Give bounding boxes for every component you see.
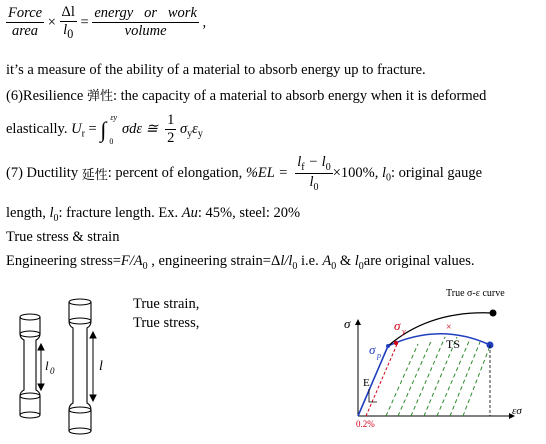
force-area-fraction (6, 5, 44, 40)
force-text: Force (8, 5, 43, 22)
l0-orig-sub: 0 (358, 260, 364, 272)
ur-sub: r (81, 128, 85, 140)
sigma-y: σ (180, 121, 188, 137)
specimen-l0-sub: 0 (50, 366, 55, 376)
sigma-p-sub-label: p (377, 351, 381, 360)
true-stress-strain-heading: True stress & strain (6, 229, 120, 245)
resilience-rest: : the capacity of a material to absorb energy when it is deformed (112, 88, 487, 104)
resilience-cjk: 弹性 (86, 89, 113, 104)
times-100: ×100% (332, 164, 375, 181)
offset-label: 0.2% (356, 419, 375, 429)
proportional-limit-point (386, 344, 390, 348)
au-text: Au (181, 205, 198, 221)
resilience-formula-line (6, 112, 203, 147)
comma-after: , (374, 164, 382, 181)
resilience-line (6, 85, 486, 105)
true-strain-label: True strain, (133, 296, 200, 312)
length-l0: l (49, 205, 54, 221)
length-line (6, 205, 300, 224)
length-pre: length, (6, 205, 50, 221)
comma: , (202, 14, 207, 31)
energy-volume-fraction (92, 5, 199, 40)
eng-stress-label: Engineering stress= (6, 253, 121, 269)
ts-cross: × (446, 322, 452, 333)
integrand: σdε ≅ (121, 121, 162, 137)
modulus-label: E (363, 377, 370, 389)
l0-den-sub: 0 (313, 181, 319, 193)
ur-equals: = (88, 121, 101, 137)
eps-y: ε (192, 121, 198, 137)
x-axis-label: εσ (512, 405, 522, 417)
f-over-a0: F/A (120, 253, 143, 269)
original-values-text: are original values. (363, 253, 475, 269)
sigma-axis-label: σ (344, 316, 351, 331)
elastically-text: elastically. (6, 121, 68, 137)
times-sign: × (47, 14, 56, 31)
half-num: 1 (167, 112, 175, 128)
resilience-prefix: (6)Resilience (6, 88, 87, 104)
true-stress-label: True stress, (133, 315, 200, 331)
length-l0-sub: 0 (53, 212, 59, 224)
energy-or-work-text: energy or work (94, 5, 197, 22)
toughness-equation (6, 4, 206, 42)
l0-den-text: l (309, 173, 314, 190)
green-hatch-lines (386, 337, 490, 416)
ductility-prefix: (7) Ductility (6, 164, 82, 181)
l0-sub: 0 (67, 26, 74, 41)
specimen-l-label: l (99, 359, 103, 374)
true-stress-strain-curve (340, 282, 546, 444)
a0-text: A (322, 253, 332, 269)
sigma-p-label: σ (369, 342, 376, 357)
lf-sub: f (301, 161, 305, 173)
original-gauge-text: : original gauge (391, 164, 483, 181)
l0-gauge-sub: 0 (386, 172, 391, 184)
l-over-l0: l/l (280, 253, 293, 269)
ductility-line (6, 154, 482, 193)
l0-text: l (63, 22, 68, 38)
curve-title: True σ-ε curve (446, 288, 505, 299)
specimen-l0-label: l (45, 358, 49, 373)
el-symbol: %EL = (245, 164, 292, 181)
ur-symbol: U (71, 121, 82, 137)
dl-l0-fraction (60, 4, 77, 42)
lf-text: l (297, 154, 302, 170)
engineering-line (6, 253, 475, 272)
true-fracture-point (490, 310, 497, 317)
ie-text: i.e. (297, 253, 323, 269)
tensile-specimens-figure (0, 290, 140, 444)
measure-line: it’s a measure of the ability of a material to absorb energy up to fracture. (6, 62, 426, 78)
l-l0-sub: 0 (292, 260, 298, 272)
area-text: area (12, 23, 39, 40)
amp-text: & (336, 253, 355, 269)
l0-sub-num: 0 (325, 161, 331, 173)
half-fraction (165, 112, 176, 147)
sigma-y-label: σ (394, 318, 401, 333)
ductility-cjk: 延性 (81, 167, 108, 183)
l0-orig: l (354, 253, 359, 269)
f-a0-sub: 0 (142, 260, 148, 272)
half-den: 2 (167, 130, 175, 146)
volume-text: volume (124, 23, 167, 40)
minus-l0-text: − l (304, 154, 326, 170)
eng-strain-label: , engineering strain=Δ (147, 253, 281, 269)
length-rest: : 45%, steel: 20% (197, 205, 301, 221)
delta-l-text: Δl (61, 4, 75, 20)
sigma-y-sub: y (187, 128, 193, 140)
ductility-rest: : percent of elongation, (107, 164, 243, 181)
a0-sub: 0 (331, 260, 337, 272)
l0-gauge: l (381, 164, 386, 181)
sigma-y-sub-label: y (402, 327, 406, 336)
long-specimen (69, 299, 91, 434)
eps-y-sub: y (197, 128, 203, 140)
short-specimen (20, 314, 40, 418)
integral-lower: 0 (109, 136, 114, 146)
integral-sign: ∫ (100, 116, 107, 142)
length-mid: : fracture length. Ex. (58, 205, 182, 221)
equals-sign: = (80, 14, 89, 31)
ts-label: TS (446, 337, 461, 351)
yield-point (394, 341, 398, 345)
integral-upper: εy (110, 112, 118, 122)
elongation-fraction (295, 154, 332, 193)
